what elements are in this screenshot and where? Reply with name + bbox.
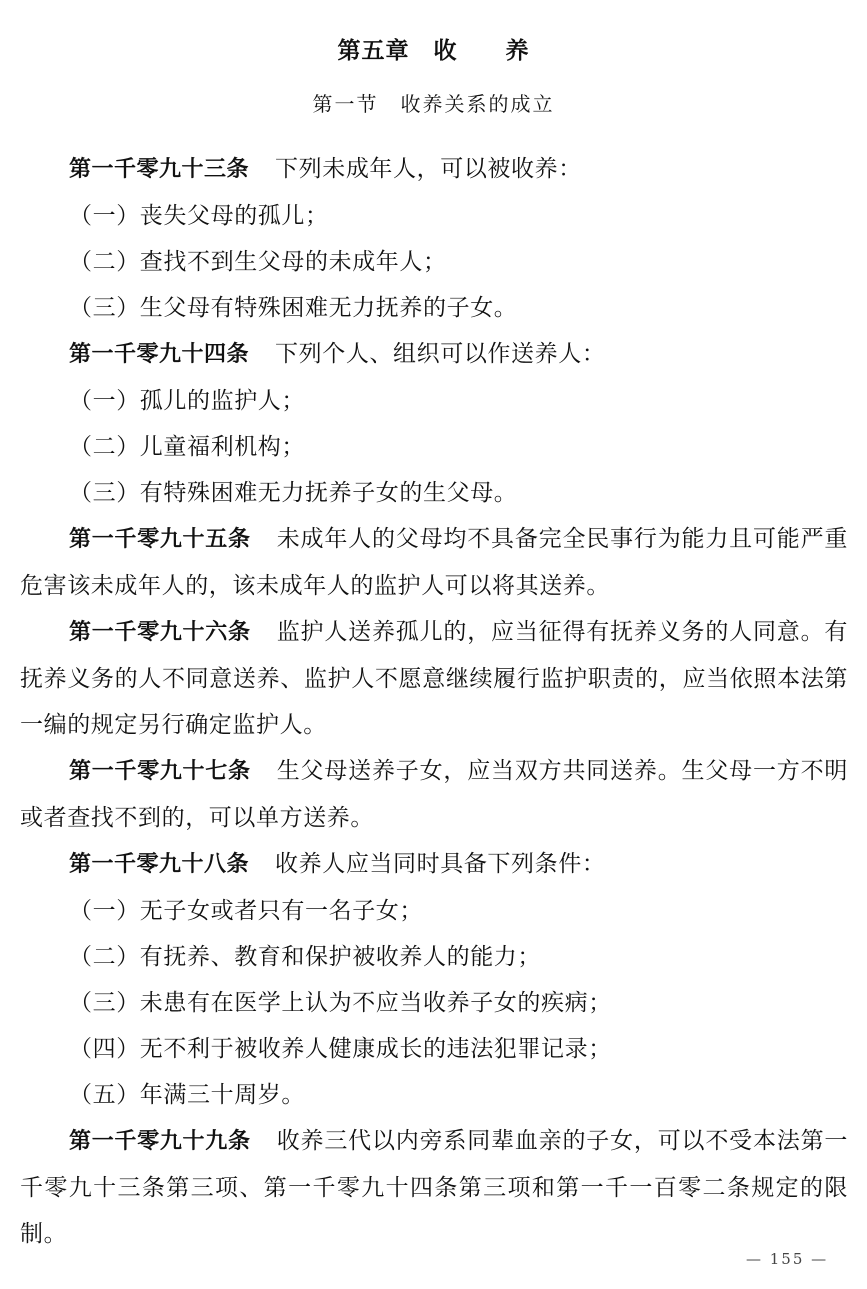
article-text: 下列个人、组织可以作送养人：: [275, 341, 606, 367]
list-item: （三）未患有在医学上认为不应当收养子女的疾病；: [69, 990, 612, 1016]
body-text: [20, 146, 848, 1257]
article-1093: [20, 146, 848, 193]
list-item: （三）有特殊困难无力抚养子女的生父母。: [69, 480, 518, 506]
list-item: （五）年满三十周岁。: [69, 1082, 305, 1108]
article-1095: [20, 516, 848, 609]
article-1096: [20, 609, 848, 748]
list-item: （二）查找不到生父母的未成年人；: [69, 249, 447, 275]
article-number: 第一千零九十六条: [69, 620, 251, 645]
list-item: （一）无子女或者只有一名子女；: [69, 898, 423, 924]
list-item: （二）有抚养、教育和保护被收养人的能力；: [69, 944, 541, 970]
article-1097: [20, 748, 848, 841]
article-number: 第一千零九十三条: [69, 157, 250, 182]
article-1094: [20, 331, 848, 378]
article-number: 第一千零九十九条: [69, 1129, 251, 1154]
chapter-title: 第五章 收 养: [337, 38, 530, 64]
article-number: 第一千零九十七条: [69, 759, 251, 784]
list-item: （三）生父母有特殊困难无力抚养的子女。: [69, 295, 518, 321]
page-number: — 155 —: [746, 1250, 829, 1268]
list-item: （二）儿童福利机构；: [69, 434, 305, 460]
article-number: 第一千零九十四条: [69, 342, 250, 367]
article-text: 下列未成年人，可以被收养：: [275, 156, 582, 182]
article-text: 未成年人的父母均不具备完全民事行为能力且可能严重危害该未成年人的，该未成年人的监护人可以将其送养。: [20, 526, 848, 599]
article-text: 生父母送养子女，应当双方共同送养。生父母一方不明或者查找不到的，可以单方送养。: [20, 758, 848, 831]
article-number: 第一千零九十五条: [69, 527, 251, 552]
list-item: （一）孤儿的监护人；: [69, 388, 305, 414]
article-text: 收养人应当同时具备下列条件：: [275, 851, 606, 877]
article-1098: [20, 841, 848, 888]
section-title: 第一节 收养关系的成立: [312, 92, 555, 116]
list-item: （四）无不利于被收养人健康成长的违法犯罪记录；: [69, 1036, 612, 1062]
list-item: （一）丧失父母的孤儿；: [69, 203, 329, 229]
article-1099: [20, 1118, 848, 1257]
article-text: 收养三代以内旁系同辈血亲的子女，可以不受本法第一千零九十三条第三项、第一千零九十四条第三项和第一千一百零二条规定的限制。: [20, 1128, 848, 1247]
article-number: 第一千零九十八条: [69, 852, 250, 877]
article-text: 监护人送养孤儿的，应当征得有抚养义务的人同意。有抚养义务的人不同意送养、监护人不愿意继续履行监护职责的，应当依照本法第一编的规定另行确定监护人。: [20, 619, 848, 738]
